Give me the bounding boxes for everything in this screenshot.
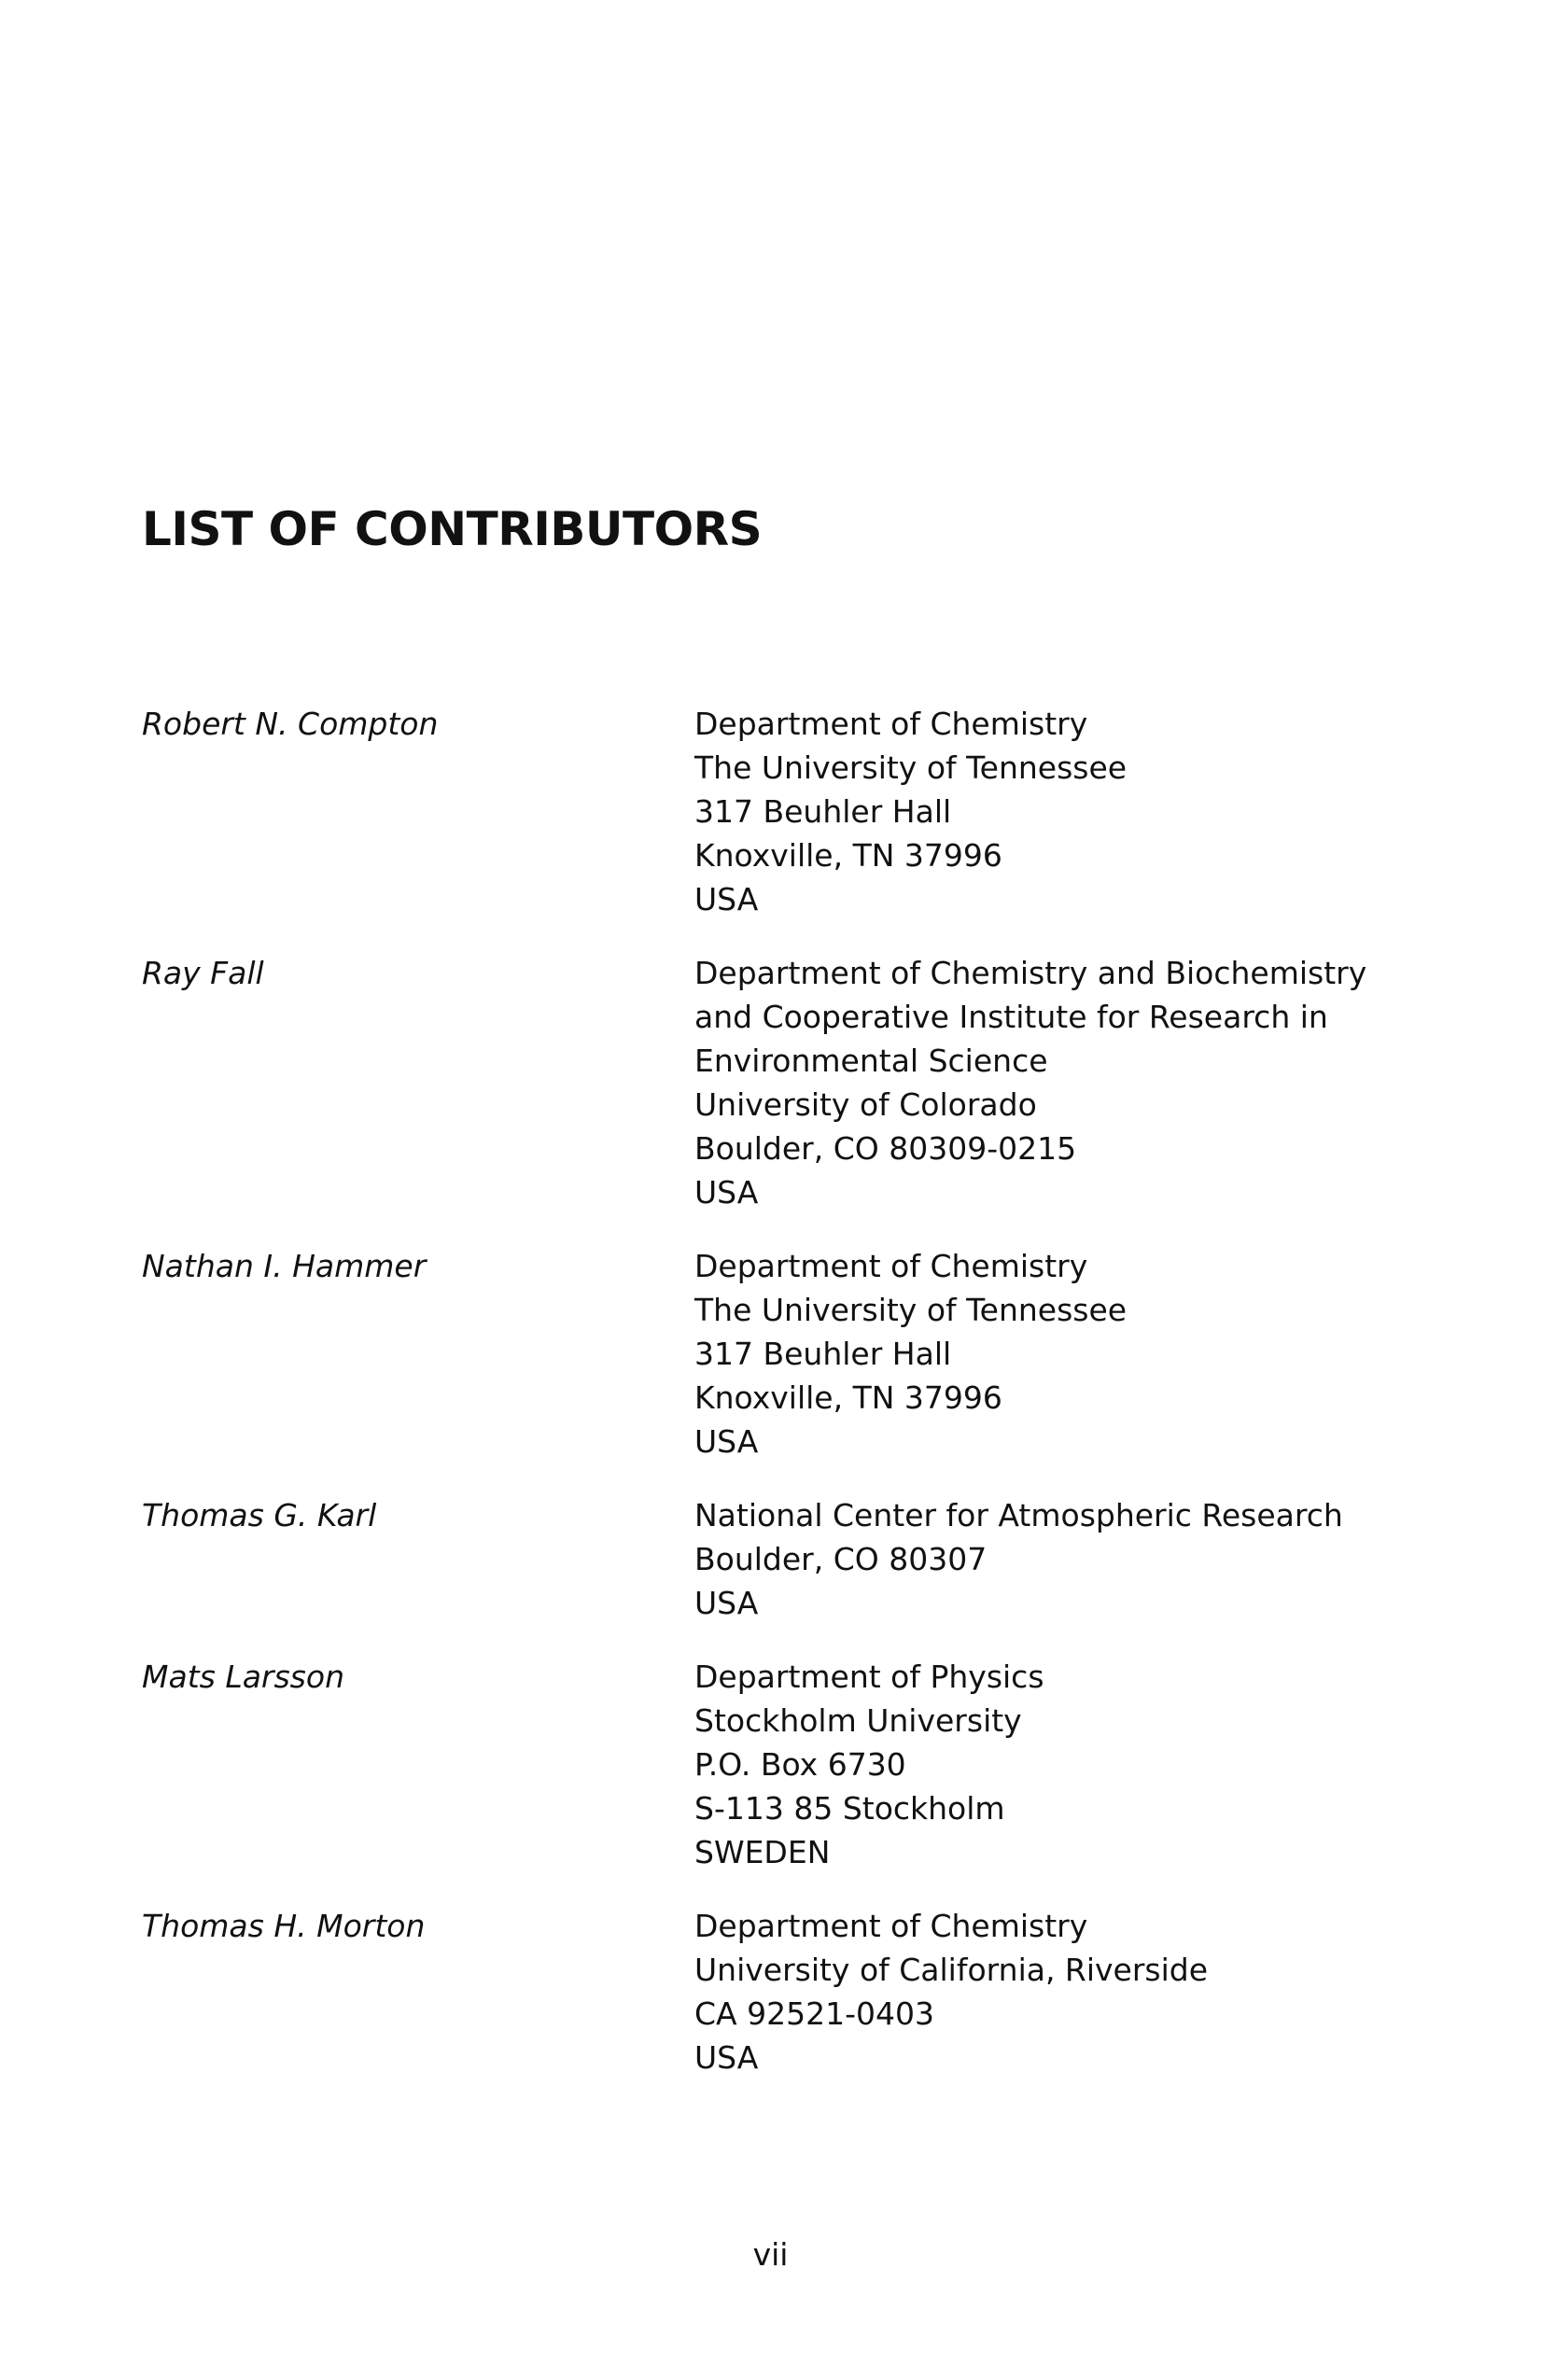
address-line: 317 Beuhler Hall (694, 1336, 952, 1372)
address-line: Department of Chemistry (694, 1908, 1088, 1944)
address-line: USA (694, 2039, 759, 2076)
address-line: Environmental Science (694, 1043, 1048, 1079)
address-line: Department of Chemistry (694, 1248, 1088, 1284)
address-line: Department of Physics (694, 1659, 1044, 1695)
address-line: CA 92521-0403 (694, 1995, 934, 2032)
contributor-address (694, 1244, 1430, 1463)
contributor-entry (142, 1655, 1430, 1874)
address-line: Knoxville, TN 37996 (694, 1379, 1002, 1416)
contributor-name: Thomas H. Morton (142, 1908, 426, 1944)
contributor-address (694, 951, 1430, 1214)
contributor-entry (142, 1244, 1430, 1463)
address-line: The University of Tennessee (694, 749, 1128, 786)
contributor-entry (142, 702, 1430, 921)
contributor-entry (142, 951, 1430, 1214)
address-line: The University of Tennessee (694, 1292, 1128, 1328)
contributor-name: Thomas G. Karl (142, 1497, 377, 1533)
contributor-address (694, 702, 1430, 921)
address-line: Department of Chemistry and Biochemistry (694, 955, 1367, 991)
address-line: Boulder, CO 80309-0215 (694, 1130, 1077, 1167)
address-line: S-113 85 Stockholm (694, 1790, 1005, 1827)
page-number: vii (752, 2236, 789, 2273)
address-line: USA (694, 881, 759, 917)
contributor-address (694, 1904, 1430, 2079)
address-line: 317 Beuhler Hall (694, 793, 952, 830)
contributor-name: Robert N. Compton (142, 706, 439, 742)
address-line: P.O. Box 6730 (694, 1746, 906, 1783)
address-line: USA (694, 1423, 759, 1460)
address-line: University of California, Riverside (694, 1952, 1209, 1988)
address-line: SWEDEN (694, 1834, 831, 1870)
contributor-entry (142, 1493, 1430, 1625)
address-line: Boulder, CO 80307 (694, 1541, 988, 1577)
address-line: Knoxville, TN 37996 (694, 837, 1002, 874)
contributor-list (142, 702, 1430, 2079)
page-title: LIST OF CONTRIBUTORS (142, 502, 763, 556)
contributor-address (694, 1655, 1430, 1874)
address-line: USA (694, 1585, 759, 1621)
contributor-name: Nathan I. Hammer (142, 1248, 427, 1284)
contributor-address (694, 1493, 1430, 1625)
address-line: University of Colorado (694, 1086, 1037, 1123)
contributor-name: Ray Fall (142, 955, 264, 991)
address-line: National Center for Atmospheric Research (694, 1497, 1343, 1533)
contributor-name: Mats Larsson (142, 1659, 344, 1695)
address-line: USA (694, 1174, 759, 1211)
address-line: Department of Chemistry (694, 706, 1088, 742)
address-line: Stockholm University (694, 1702, 1022, 1739)
address-line: and Cooperative Institute for Research in (694, 999, 1328, 1035)
contributor-entry (142, 1904, 1430, 2079)
